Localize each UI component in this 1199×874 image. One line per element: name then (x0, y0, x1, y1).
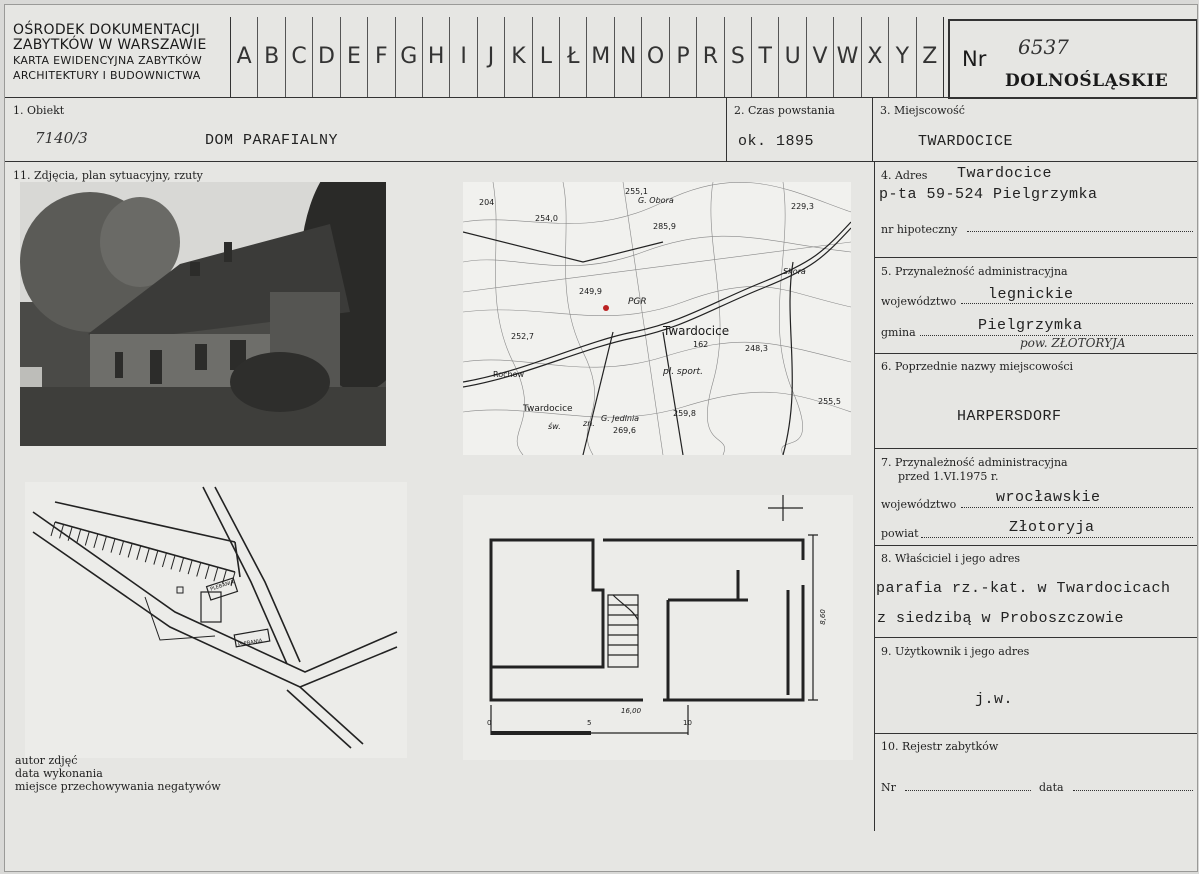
letter-14: N (614, 17, 641, 97)
region-label: DOLNOŚLĄSKIE (1005, 71, 1169, 91)
field9-value: j.w. (975, 691, 1014, 708)
floor-plan (463, 495, 853, 760)
map-height-11: 269,6 (613, 426, 636, 435)
letter-7: H (422, 17, 449, 97)
map-height-12: 204 (479, 198, 495, 207)
nr-label: Nr (962, 47, 987, 71)
letter-20: U (778, 17, 805, 97)
field7-powiat-value: Złotoryja (1009, 519, 1095, 536)
field2-value: ok. 1895 (738, 133, 815, 150)
map-height-9: 255,5 (818, 397, 841, 406)
floor-plan-drawing (463, 495, 853, 760)
letter-6: G (395, 17, 422, 97)
location-map (463, 182, 851, 455)
field10-data-label: data (1039, 781, 1064, 794)
field5-wojewodztwo-value: legnickie (988, 286, 1074, 303)
letter-13: M (586, 17, 613, 97)
map-label-g-jedlnia: G. Jedlnia (601, 414, 640, 423)
letter-8: I (449, 17, 476, 97)
nr-value: 6537 (1018, 35, 1069, 59)
site-plan-hatch-line (171, 555, 175, 569)
field6-value: HARPERSDORF (957, 408, 1062, 425)
map-label-rochow: Rochow (493, 370, 524, 379)
site-plan-drawing (25, 482, 407, 758)
field7-wojewodztwo-label: województwo (881, 498, 957, 511)
site-plan-hatch-line (188, 560, 192, 574)
footer-date: data wykonania (15, 767, 103, 780)
site-plan-hatch-line (154, 551, 158, 565)
field7-wojewodztwo-value: wrocławskie (996, 489, 1101, 506)
footer-negatives: miejsce przechowywania negatywów (15, 780, 221, 793)
site-plan-hatch-line (128, 543, 132, 557)
letter-5: F (367, 17, 394, 97)
letter-16: P (669, 17, 696, 97)
map-height-1: 255,1 (625, 187, 648, 196)
map-height-8: 248,3 (745, 344, 768, 353)
org-line3: KARTA EWIDENCYJNA ZABYTKÓW (13, 54, 203, 67)
map-height-2: 254,0 (535, 214, 558, 223)
site-plan-hatch-line (102, 536, 106, 550)
field1-label: 1. Obiekt (13, 104, 65, 117)
field5-gmina-label: gmina (881, 326, 916, 339)
site-plan-hatch-line (120, 541, 124, 555)
site-plan-hatch-line (77, 529, 81, 543)
org-line4: ARCHITEKTURY I BUDOWNICTWA (13, 69, 201, 82)
site-plan-hatch-line (145, 548, 149, 562)
map-height-4: 229,3 (791, 202, 814, 211)
field1-value: DOM PARAFIALNY (205, 132, 339, 149)
floor-plan-scale-10: 10 (683, 719, 692, 727)
site-plan (25, 482, 407, 758)
letter-21: V (806, 17, 833, 97)
letter-index (231, 17, 943, 97)
site-plan-label-2: PLEBANIA (237, 637, 263, 649)
map-label-twardocice-2: Twardocice (523, 404, 573, 414)
letter-10: K (504, 17, 531, 97)
floor-plan-scale-0: 0 (487, 719, 492, 727)
org-line1: OŚRODEK DOKUMENTACJI (13, 22, 200, 38)
site-plan-hatch-line (137, 546, 141, 560)
field10-label: 10. Rejestr zabytków (881, 740, 999, 753)
floor-plan-dim-width: 16,00 (621, 707, 642, 715)
site-plan-label-1: PLEBANIA (209, 579, 235, 593)
site-plan-hatch-line (111, 539, 115, 553)
letter-17: R (696, 17, 723, 97)
letter-19: T (751, 17, 778, 97)
site-plan-hatch-line (205, 565, 209, 579)
letter-9: J (477, 17, 504, 97)
site-plan-hatch-line (197, 562, 201, 576)
floor-plan-scale-5: 5 (587, 719, 592, 727)
map-label-pl-sport: pl. sport. (663, 367, 703, 377)
field8-label: 8. Właściciel i jego adres (881, 552, 1021, 565)
map-label-zn: zn. (583, 419, 595, 428)
site-plan-hatch-line (94, 534, 98, 548)
letter-11: L (532, 17, 559, 97)
map-label-pgr: PGR (628, 297, 647, 307)
map-label-sw: św. (548, 422, 561, 431)
map-label-twardocice: Twardocice (663, 324, 730, 338)
field5-handnote: pow. ZŁOTORYJA (1020, 336, 1126, 350)
field4-value-1: Twardocice (957, 165, 1053, 182)
letter-15: O (641, 17, 668, 97)
map-height-5: 249,9 (579, 287, 602, 296)
field3-value: TWARDOCICE (918, 133, 1014, 150)
letter-12: Ł (559, 17, 586, 97)
record-card (4, 4, 1198, 872)
site-plan-hatch-line (85, 532, 89, 546)
field11-label: 11. Zdjęcia, plan sytuacyjny, rzuty (13, 169, 203, 182)
letter-1: B (257, 17, 284, 97)
map-height-6: 252,7 (511, 332, 534, 341)
letter-2: C (285, 17, 312, 97)
map-height-3: 285,9 (653, 222, 676, 231)
map-height-10: 259,8 (673, 409, 696, 418)
site-plan-hatch-line (180, 558, 184, 572)
field7-powiat-label: powiat (881, 527, 919, 540)
field5-gmina-value: Pielgrzymka (978, 317, 1083, 334)
map-label-skora: Skora (783, 267, 806, 276)
letter-3: D (312, 17, 339, 97)
site-plan-hatch-line (51, 522, 55, 536)
field1-handwritten: 7140/3 (35, 129, 88, 147)
letter-4: E (340, 17, 367, 97)
letter-23: X (861, 17, 888, 97)
letter-25: Z (916, 17, 943, 97)
footer-author: autor zdjęć (15, 754, 78, 767)
field9-label: 9. Użytkownik i jego adres (881, 645, 1030, 658)
letter-22: W (833, 17, 860, 97)
field6-label: 6. Poprzednie nazwy miejscowości (881, 360, 1074, 373)
site-plan-hatch-line (214, 567, 218, 581)
field4-value-2: p-ta 59-524 Pielgrzymka (879, 186, 1098, 203)
building-photo-image (20, 182, 386, 446)
field4-label: 4. Adres (881, 169, 928, 182)
field8-value-1: parafia rz.-kat. w Twardocicach (876, 580, 1171, 597)
letter-0: A (236, 44, 252, 69)
org-line2: ZABYTKÓW W WARSZAWIE (13, 37, 207, 53)
field5-label: 5. Przynależność administracyjna (881, 265, 1068, 278)
field4-hipoteczny-label: nr hipoteczny (881, 223, 958, 236)
org-block (13, 23, 207, 83)
building-photo (20, 182, 386, 446)
letter-18: S (724, 17, 751, 97)
floor-plan-dim-height: 8,60 (818, 609, 827, 625)
field10-nr-label: Nr (881, 781, 896, 794)
map-label-g-obora: G. Obora (638, 196, 674, 205)
field3-label: 3. Miejscowość (880, 104, 965, 117)
map-height-7: 162 (693, 340, 709, 349)
field7-label-1: 7. Przynależność administracyjna (881, 456, 1068, 469)
field5-wojewodztwo-label: województwo (881, 295, 957, 308)
letter-24: Y (888, 17, 915, 97)
field2-label: 2. Czas powstania (734, 104, 835, 117)
field8-value-2: z siedzibą w Proboszczowie (877, 610, 1125, 627)
field7-label-2: przed 1.VI.1975 r. (898, 470, 999, 483)
site-plan-hatch-line (162, 553, 166, 567)
